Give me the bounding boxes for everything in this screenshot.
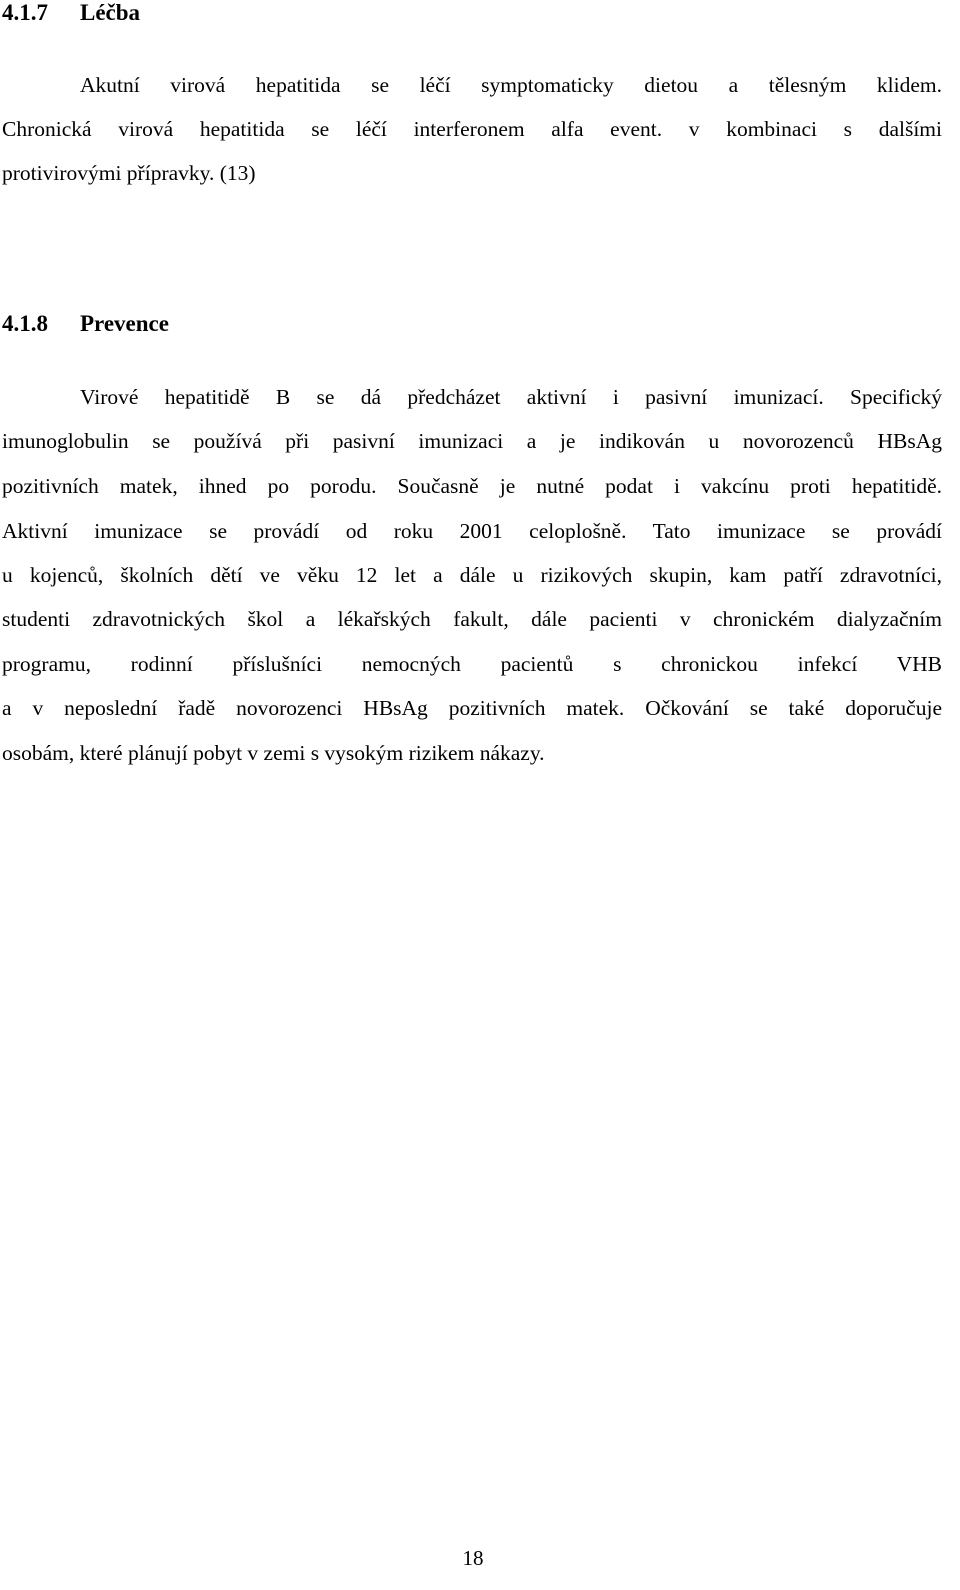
section-number: 4.1.7: [2, 0, 48, 25]
paragraph-line: protivirovými přípravky. (13): [2, 161, 256, 185]
paragraph-line: Aktivní imunizace se provádí od roku 2001 celoplošně. Tato imunizace se provádí: [2, 519, 942, 543]
paragraph-line: programu, rodinní příslušníci nemocných pacientů s chronickou infekcí VHB: [2, 652, 942, 676]
paragraph-line: u kojenců, školních dětí ve věku 12 let a dále u rizikových skupin, kam patří zdravotníci,: [2, 563, 942, 587]
section-title: Prevence: [80, 311, 169, 336]
paragraph-line: a v neposlední řadě novorozenci HBsAg pozitivních matek. Očkování se také doporučuje: [2, 696, 942, 720]
page-number: 18: [462, 1546, 484, 1570]
paragraph-line: studenti zdravotnických škol a lékařských fakult, dále pacienti v chronickém dialyzačním: [2, 607, 942, 631]
paragraph-line: Akutní virová hepatitida se léčí symptomaticky dietou a tělesným klidem.: [80, 73, 942, 97]
section-number: 4.1.8: [2, 311, 48, 336]
section-heading-lecba: [2, 0, 140, 26]
paragraph-line: Chronická virová hepatitida se léčí interferonem alfa event. v kombinaci s dalšími: [2, 117, 942, 141]
paragraph-line: pozitivních matek, ihned po porodu. Současně je nutné podat i vakcínu proti hepatitidě.: [2, 474, 942, 498]
paragraph-line: Virové hepatitidě B se dá předcházet aktivní i pasivní imunizací. Specifický: [80, 385, 942, 409]
paragraph-line: imunoglobulin se používá při pasivní imunizaci a je indikován u novorozenců HBsAg: [2, 429, 942, 453]
section-heading-prevence: [2, 311, 169, 337]
paragraph-line: osobám, které plánují pobyt v zemi s vysokým rizikem nákazy.: [2, 741, 545, 765]
section-title: Léčba: [80, 0, 141, 25]
